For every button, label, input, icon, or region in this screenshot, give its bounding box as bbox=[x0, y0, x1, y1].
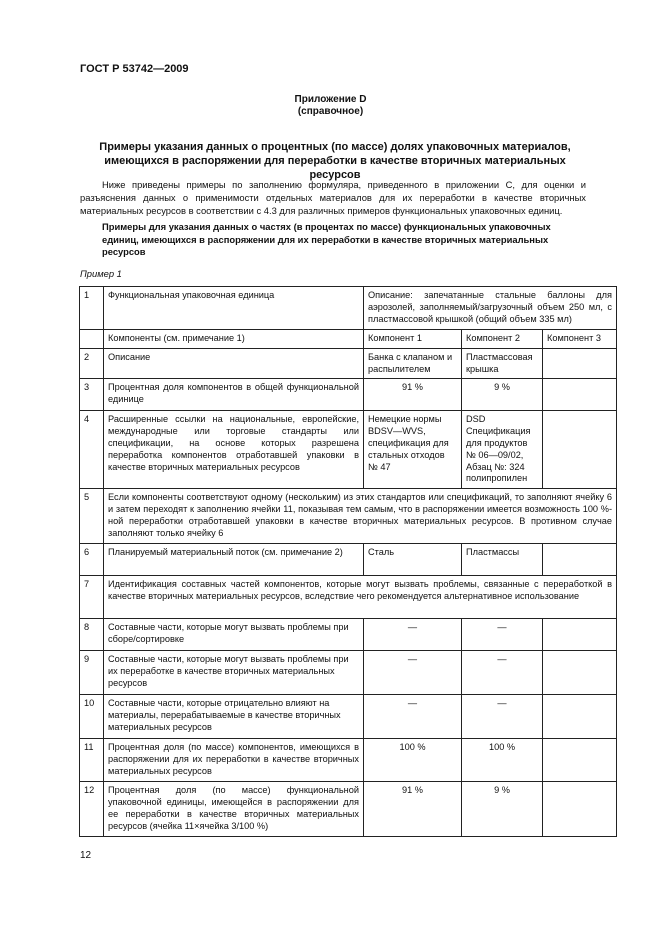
row-number: 5 bbox=[80, 489, 104, 544]
cell-component-2: Пластмассы bbox=[462, 544, 543, 576]
row-label: Процентная доля компонентов в общей функциональной единице bbox=[104, 379, 364, 411]
cell-component-1: Банка с клапаном и распылителем bbox=[364, 348, 462, 379]
cell-component-2: Пластмассовая крышка bbox=[462, 348, 543, 379]
row-number bbox=[80, 330, 104, 349]
component-3-header: Компонент 3 bbox=[543, 330, 617, 349]
cell-component-1: — bbox=[364, 651, 462, 695]
cell-component-2: DSD Спецификация для продуктов № 06—09/02, Абзац №: 324 полипропилен bbox=[462, 411, 543, 489]
cell-component-2: — bbox=[462, 695, 543, 739]
row-number: 12 bbox=[80, 782, 104, 837]
cell-component-2: 9 % bbox=[462, 782, 543, 837]
row-number: 1 bbox=[80, 287, 104, 330]
cell-component-1: 100 % bbox=[364, 739, 462, 782]
cell-component-3 bbox=[543, 619, 617, 651]
cell-component-1: 91 % bbox=[364, 782, 462, 837]
annex-title: Приложение D bbox=[294, 94, 367, 105]
table-row bbox=[80, 739, 617, 782]
table-row bbox=[80, 782, 617, 837]
table-row bbox=[80, 330, 617, 349]
row-label: Составные части, которые отрицательно влияют на материалы, перерабатываемые в качестве вторичных материальных ресурсов bbox=[104, 695, 364, 739]
section-title-line-2: имеющихся в распоряжении для переработки в качестве вторичных материальных ресурсов bbox=[104, 155, 566, 181]
row-label: Функциональная упаковочная единица bbox=[104, 287, 364, 330]
row-number: 11 bbox=[80, 739, 104, 782]
cell-component-1: Немецкие нормы BDSV—WVS, спецификация для стальных отходов № 47 bbox=[364, 411, 462, 489]
data-table bbox=[79, 286, 617, 837]
example-label: Пример 1 bbox=[80, 268, 122, 279]
table-row bbox=[80, 489, 617, 544]
section-title-line-1: Примеры указания данных о процентных (по массе) долях упаковочных материалов, bbox=[99, 141, 571, 153]
annex-kind: (справочное) bbox=[297, 106, 364, 117]
cell-component-1: 91 % bbox=[364, 379, 462, 411]
cell-component-3 bbox=[543, 411, 617, 489]
row-number: 4 bbox=[80, 411, 104, 489]
table-row bbox=[80, 411, 617, 489]
cell-component-3 bbox=[543, 544, 617, 576]
row-number: 9 bbox=[80, 651, 104, 695]
row-label: Компоненты (см. примечание 1) bbox=[104, 330, 364, 349]
cell-component-3 bbox=[543, 348, 617, 379]
table-row bbox=[80, 379, 617, 411]
cell-component-1: Сталь bbox=[364, 544, 462, 576]
table-row bbox=[80, 695, 617, 739]
row-label: Составные части, которые могут вызвать проблемы при их переработке в качестве вторичных материальных ресурсов bbox=[104, 651, 364, 695]
row-instruction: Идентификация составных частей компонентов, которые могут вызвать проблемы, связанные с переработкой в качестве вторичных материальных ресурсов, вследствие чего рекомендуется альтернативное использование bbox=[104, 576, 617, 619]
cell-component-3 bbox=[543, 651, 617, 695]
cell-component-3 bbox=[543, 695, 617, 739]
cell-component-3 bbox=[543, 782, 617, 837]
page-number: 12 bbox=[80, 850, 92, 861]
document-code: ГОСТ Р 53742—2009 bbox=[80, 63, 189, 75]
row-number: 10 bbox=[80, 695, 104, 739]
table-row bbox=[80, 287, 617, 330]
row-label: Расширенные ссылки на национальные, европейские, международные или торговые стандарты или спецификации, на основе которых разрешена переработка компонентов отработавшей упаковки в качестве вторичных материальных ресурсов bbox=[104, 411, 364, 489]
cell-component-1: — bbox=[364, 695, 462, 739]
table-row bbox=[80, 544, 617, 576]
cell-component-3 bbox=[543, 379, 617, 411]
row-number: 2 bbox=[80, 348, 104, 379]
subheading: Примеры для указания данных о частях (в процентах по массе) функциональных упаковочных единиц, имеющихся в распоряжении для их переработки в качестве вторичных материальных ресурсов bbox=[102, 221, 551, 257]
row-label: Составные части, которые могут вызвать проблемы при сборе/сортировке bbox=[104, 619, 364, 651]
table-row bbox=[80, 576, 617, 619]
row-number: 6 bbox=[80, 544, 104, 576]
cell-component-3 bbox=[543, 739, 617, 782]
component-2-header: Компонент 2 bbox=[462, 330, 543, 349]
table-row bbox=[80, 651, 617, 695]
row-number: 8 bbox=[80, 619, 104, 651]
row-label: Описание bbox=[104, 348, 364, 379]
row-number: 7 bbox=[80, 576, 104, 619]
cell-component-2: 9 % bbox=[462, 379, 543, 411]
row-number: 3 bbox=[80, 379, 104, 411]
cell-component-2: 100 % bbox=[462, 739, 543, 782]
table-row bbox=[80, 348, 617, 379]
row-instruction: Если компоненты соответствуют одному (нескольким) из этих стандартов или спецификаций, то заполняют ячейку 6 и затем переходят к заполнению ячейки 11, показывая тем самым, что в распоряжении имеется возможность 100 %-ной переработки отработавшей упаковки в качестве вторичных материальных ресурсов. В противном случае заполняют только ячейку 6 bbox=[104, 489, 617, 544]
cell-component-2: — bbox=[462, 619, 543, 651]
component-1-header: Компонент 1 bbox=[364, 330, 462, 349]
intro-paragraph: Ниже приведены примеры по заполнению формуляра, приведенного в приложении C, для оценки и разъяснения данных о применимости отдельных материалов для их переработки в качестве вторичных материальных ресурсов в соответствии с 4.3 для различных примеров функциональных упаковочных единиц. bbox=[80, 179, 586, 216]
row-label: Планируемый материальный поток (см. примечание 2) bbox=[104, 544, 364, 576]
row-label: Процентная доля (по массе) функциональной упаковочной единицы, имеющейся в распоряжении для ее переработки в качестве вторичных материальных ресурсов (ячейка 11×ячейка 3/100 %) bbox=[104, 782, 364, 837]
table-row bbox=[80, 619, 617, 651]
row-label: Процентная доля (по массе) компонентов, имеющихся в распоряжении для их переработки в качестве вторичных материальных ресурсов bbox=[104, 739, 364, 782]
cell-component-2: — bbox=[462, 651, 543, 695]
unit-description: Описание: запечатанные стальные баллоны для аэрозолей, заполняемый/загрузочный объем 250 мл, с пластмассовой крышкой (общий объем 335 мл) bbox=[364, 287, 617, 330]
cell-component-1: — bbox=[364, 619, 462, 651]
